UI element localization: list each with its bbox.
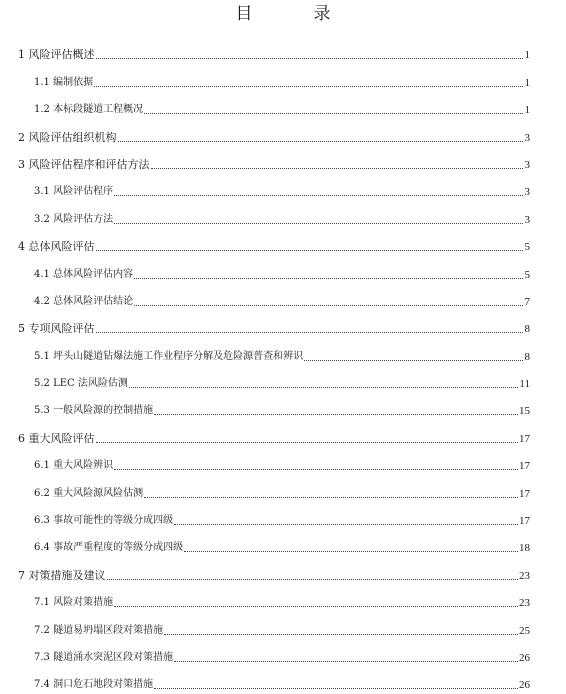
toc-leader-dots	[107, 579, 519, 580]
toc-leader-dots	[164, 634, 518, 635]
toc-leader-dots	[129, 387, 519, 388]
toc-entry-page-number: 7	[524, 295, 530, 308]
toc-entry[interactable]	[18, 639, 530, 666]
toc-entry-label: 7 对策措施及建议	[18, 568, 106, 582]
toc-entry[interactable]	[18, 556, 530, 583]
toc-leader-dots	[154, 414, 518, 415]
toc-entry-label: 6.3 事故可能性的等级分成四级	[34, 515, 174, 527]
toc-entry-label: 1 风险评估概述	[18, 48, 95, 62]
toc-entry[interactable]	[18, 584, 530, 611]
toc-entry[interactable]	[18, 173, 530, 200]
toc-entry[interactable]	[18, 337, 530, 364]
toc-leader-dots	[114, 195, 523, 196]
toc-leader-dots	[174, 524, 518, 525]
toc-leader-dots	[144, 113, 523, 114]
toc-leader-dots	[151, 168, 524, 169]
toc-entry[interactable]	[18, 502, 530, 529]
toc-entry-label: 7.3 隧道涌水突泥区段对策措施	[34, 651, 174, 663]
toc-entry-page-number: 17	[519, 515, 530, 528]
toc-entry[interactable]	[18, 310, 530, 337]
toc-entry-page-number: 1	[524, 104, 530, 117]
toc-entry-page-number: 15	[519, 405, 530, 418]
toc-entry[interactable]	[18, 447, 530, 474]
toc-entry-page-number: 25	[519, 624, 530, 637]
toc-entry[interactable]	[18, 118, 530, 145]
toc-entry-page-number: 8	[524, 350, 530, 363]
toc-leader-dots	[174, 661, 518, 662]
toc-entry-page-number: 3	[524, 186, 530, 199]
toc-leader-dots	[96, 58, 524, 59]
toc-leader-dots	[114, 223, 523, 224]
toc-leader-dots	[118, 141, 524, 142]
toc-entry-page-number: 26	[519, 679, 530, 692]
toc-entry[interactable]	[18, 63, 530, 90]
toc-entry-page-number: 8	[524, 323, 530, 336]
toc-entry-label: 5.3 一般风险源的控制措施	[34, 405, 154, 417]
toc-entry-label: 6.4 事故严重程度的等级分成四级	[34, 542, 184, 554]
toc-entry[interactable]	[18, 365, 530, 392]
toc-entry[interactable]	[18, 474, 530, 501]
toc-entry-page-number: 23	[519, 597, 530, 610]
toc-entry-label: 1.1 编制依据	[34, 76, 94, 88]
toc-leader-dots	[134, 278, 523, 279]
toc-entry-label: 6 重大风险评估	[18, 431, 95, 445]
toc-entry-label: 4 总体风险评估	[18, 240, 95, 254]
toc-entry[interactable]	[18, 392, 530, 419]
toc-leader-dots	[144, 497, 518, 498]
toc-leader-dots	[96, 250, 524, 251]
toc-entry-label: 1.2 本标段隧道工程概况	[34, 104, 144, 116]
toc-entry[interactable]	[18, 228, 530, 255]
toc-entry-page-number: 1	[524, 76, 530, 89]
toc-entry-label: 7.1 风险对策措施	[34, 597, 114, 609]
toc-entry-label: 5 专项风险评估	[18, 322, 95, 336]
toc-entry[interactable]	[18, 529, 530, 556]
toc-entry[interactable]	[18, 666, 530, 693]
toc-leader-dots	[94, 86, 523, 87]
toc-entry-label: 4.1 总体风险评估内容	[34, 268, 134, 280]
toc-leader-dots	[96, 332, 524, 333]
toc-entry[interactable]	[18, 419, 530, 446]
toc-leader-dots	[154, 688, 518, 689]
toc-entry-label: 4.2 总体风险评估结论	[34, 295, 134, 307]
toc-leader-dots	[114, 606, 518, 607]
toc-entry-page-number: 23	[519, 569, 530, 582]
toc-entry-page-number: 1	[524, 49, 530, 62]
toc-entry-page-number: 18	[519, 542, 530, 555]
toc-entry-label: 7.2 隧道易坍塌区段对策措施	[34, 624, 164, 636]
toc-entry[interactable]	[18, 255, 530, 282]
toc-title: 目 录	[235, 4, 353, 24]
toc-entry[interactable]	[18, 36, 530, 63]
toc-leader-dots	[114, 469, 518, 470]
toc-entry-label: 3.2 风险评估方法	[34, 213, 114, 225]
toc-entry[interactable]	[18, 283, 530, 310]
table-of-contents	[18, 36, 530, 693]
toc-entry-page-number: 11	[519, 378, 530, 391]
toc-entry-label: 5.1 坪头山隧道钻爆法施工作业程序分解及危险源普查和辨识	[34, 350, 304, 362]
toc-leader-dots	[184, 551, 518, 552]
toc-entry[interactable]	[18, 611, 530, 638]
toc-entry-label: 3.1 风险评估程序	[34, 186, 114, 198]
toc-leader-dots	[134, 305, 523, 306]
toc-entry-label: 6.1 重大风险辨识	[34, 460, 114, 472]
toc-entry-page-number: 26	[519, 651, 530, 664]
toc-leader-dots	[96, 442, 519, 443]
toc-entry-page-number: 17	[519, 487, 530, 500]
toc-entry-page-number: 5	[524, 241, 530, 254]
toc-entry-page-number: 3	[524, 158, 530, 171]
toc-entry-label: 5.2 LEC 法风险估测	[34, 378, 128, 390]
toc-entry-page-number: 3	[524, 131, 530, 144]
toc-entry[interactable]	[18, 200, 530, 227]
toc-entry-label: 3 风险评估程序和评估方法	[18, 157, 150, 171]
toc-entry-label: 2 风险评估组织机构	[18, 130, 117, 144]
toc-entry-page-number: 3	[524, 213, 530, 226]
toc-entry-page-number: 17	[519, 432, 530, 445]
toc-entry[interactable]	[18, 91, 530, 118]
toc-leader-dots	[304, 360, 523, 361]
toc-entry[interactable]	[18, 146, 530, 173]
toc-entry-label: 7.4 洞口危石地段对策措施	[34, 679, 154, 691]
toc-entry-label: 6.2 重大风险源风险估测	[34, 487, 144, 499]
toc-entry-page-number: 5	[524, 268, 530, 281]
toc-entry-page-number: 17	[519, 460, 530, 473]
